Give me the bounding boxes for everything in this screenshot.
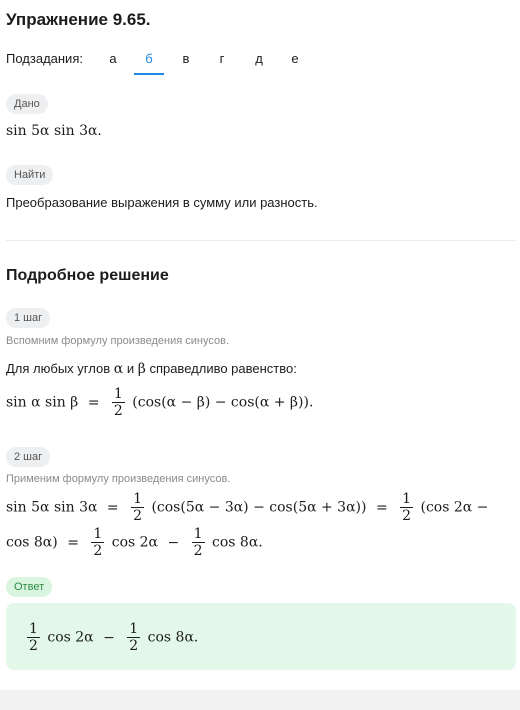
fraction-denominator: 2	[133, 508, 142, 524]
step1-text-suffix: справедливо равенство:	[149, 361, 297, 376]
fraction-half	[127, 621, 140, 654]
active-tab-indicator	[134, 73, 164, 75]
equals-sign: =	[67, 534, 79, 551]
tab-a[interactable]: а	[109, 51, 117, 66]
step2-line1	[6, 491, 488, 524]
fraction-half	[131, 491, 144, 524]
find-chip: Найти	[6, 165, 53, 185]
equals-sign: =	[87, 394, 100, 411]
step2-lhs: sin 5α sin 3α	[6, 499, 98, 516]
tab-g[interactable]: г	[219, 51, 225, 66]
fraction-half	[192, 526, 205, 559]
tab-b[interactable]: б	[145, 51, 153, 66]
answer-term2: cos 8α.	[147, 629, 199, 646]
step2-term2: cos 8α.	[212, 534, 263, 551]
subtasks-bar	[6, 44, 516, 76]
step1-text-prefix: Для любых углов	[6, 361, 111, 376]
find-text: Преобразование выражения в сумму или разность.	[6, 195, 318, 210]
answer-expression	[24, 621, 198, 654]
step2-middle: (cos(5α − 3α) − cos(5α + 3α))	[151, 499, 367, 516]
tab-v[interactable]: в	[182, 51, 190, 66]
equals-sign: =	[106, 499, 119, 516]
fraction-numerator: 1	[93, 526, 103, 542]
alpha-symbol: α	[113, 361, 124, 377]
minus-sign: −	[167, 534, 180, 551]
fraction-numerator: 1	[29, 621, 38, 637]
given-chip: Дано	[6, 94, 48, 114]
step2-line2	[6, 526, 263, 559]
page-footer	[0, 690, 520, 710]
fraction-denominator: 2	[29, 638, 38, 654]
step1-chip: 1 шаг	[6, 308, 50, 328]
fraction-denominator: 2	[193, 543, 203, 559]
fraction-half	[400, 491, 413, 524]
fraction-numerator: 1	[129, 621, 139, 637]
step1-formula-rhs: (cos(α − β) − cos(α + β)).	[132, 394, 314, 411]
minus-sign: −	[103, 629, 115, 646]
fraction-numerator: 1	[402, 491, 412, 507]
answer-box	[6, 603, 516, 670]
solution-heading: Подробное решение	[6, 267, 169, 284]
answer-chip: Ответ	[6, 577, 52, 597]
tab-e[interactable]: е	[291, 51, 299, 66]
step2-term1: cos 2α	[111, 534, 159, 551]
section-divider	[6, 240, 516, 241]
fraction-denominator: 2	[113, 403, 123, 419]
step2-hint: Применим формулу произведения синусов.	[6, 473, 231, 485]
step2-chip: 2 шаг	[6, 447, 50, 467]
exercise-title: Упражнение 9.65.	[6, 10, 151, 29]
step1-text-and: и	[126, 361, 135, 376]
fraction-half	[27, 621, 40, 654]
given-expression: sin 5α sin 3α.	[6, 123, 102, 139]
fraction-half	[112, 386, 125, 419]
tab-d[interactable]: д	[255, 51, 263, 66]
fraction-half	[91, 526, 104, 559]
step2-line2-head: cos 8α)	[6, 534, 58, 551]
fraction-numerator: 1	[193, 526, 203, 542]
step1-formula	[6, 386, 313, 419]
step2-line1-tail: (cos 2α −	[420, 499, 489, 516]
step1-formula-lhs: sin α sin β	[6, 394, 79, 411]
answer-term1: cos 2α	[47, 629, 94, 646]
step1-hint: Вспомним формулу произведения синусов.	[6, 335, 229, 347]
step1-statement	[6, 361, 297, 377]
fraction-denominator: 2	[402, 508, 412, 524]
fraction-numerator: 1	[113, 386, 123, 402]
subtasks-label: Подзадания:	[6, 51, 83, 66]
equals-sign: =	[375, 499, 388, 516]
fraction-denominator: 2	[93, 543, 103, 559]
fraction-numerator: 1	[133, 491, 142, 507]
beta-symbol: β	[137, 361, 146, 377]
fraction-denominator: 2	[129, 638, 139, 654]
